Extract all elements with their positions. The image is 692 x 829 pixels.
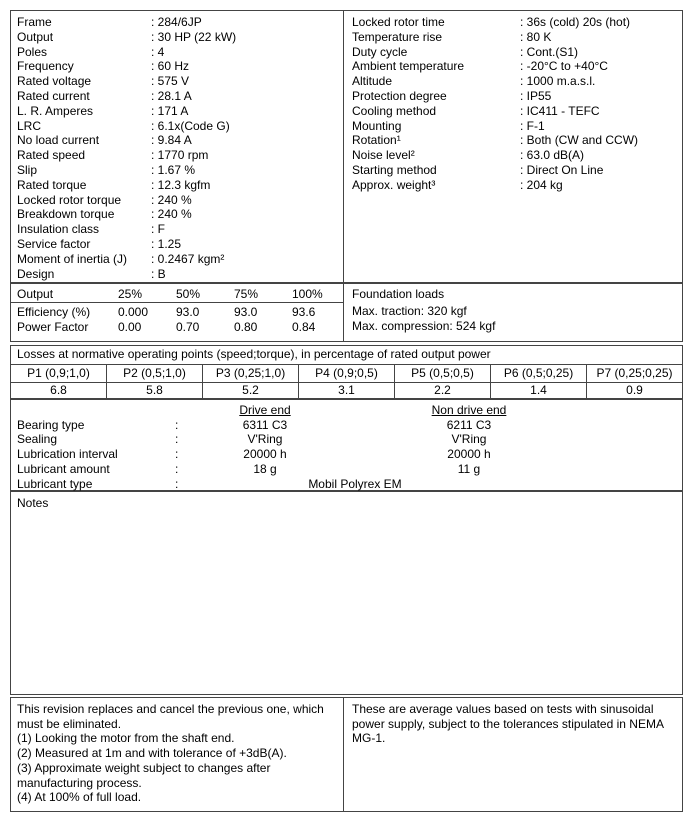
output-cell: 93.0	[176, 305, 200, 319]
spec-label: Rotation¹	[352, 133, 401, 148]
spec-value: : 1770 rpm	[151, 148, 209, 163]
spec-row	[352, 45, 682, 60]
spec-value: : 4	[151, 44, 165, 59]
spec-label: Duty cycle	[352, 44, 408, 59]
bearings-header-row	[17, 403, 682, 418]
bearings-header-spacer	[17, 403, 175, 418]
bearing-row-label: Lubrication interval	[17, 447, 118, 462]
specs-right-column	[344, 11, 682, 282]
spec-value: : 1000 m.a.s.l.	[520, 74, 596, 89]
spec-label: Locked rotor torque	[17, 192, 122, 207]
losses-point-header: P1 (0,9;1,0)	[11, 365, 107, 382]
bearings-col-header-drive-end	[185, 403, 345, 418]
output-cell: 0.84	[292, 319, 316, 334]
spec-label: Approx. weight³	[352, 177, 436, 192]
spec-row	[17, 30, 343, 45]
drive-end-label: Drive end	[239, 403, 291, 417]
spec-value: : 320 kgf	[420, 304, 467, 318]
bearing-row	[17, 462, 682, 477]
losses-title: Losses at normative operating points (speed;torque), in percentage of rated output power	[11, 346, 682, 365]
losses-point-header: P2 (0,5;1,0)	[107, 365, 203, 382]
spec-label: Frame	[17, 15, 52, 29]
spec-label: Noise level²	[352, 148, 415, 163]
spec-row	[352, 104, 682, 119]
output-cell: 0.80	[234, 319, 258, 334]
spec-value: : 204 kg	[520, 177, 563, 192]
bearing-non-drive-end-value: 11 g	[457, 461, 481, 476]
spec-label: Cooling method	[352, 103, 437, 118]
spec-row	[352, 163, 682, 178]
spec-label: Rated torque	[17, 177, 87, 192]
spec-row	[17, 119, 343, 134]
spec-row	[17, 207, 343, 222]
losses-point-value: 6.8	[11, 383, 107, 398]
output-table-rows	[11, 303, 343, 335]
spec-row	[17, 193, 343, 208]
bearing-row	[17, 418, 682, 433]
spec-label: Temperature rise	[352, 29, 443, 44]
foundation-loads	[344, 284, 682, 341]
footer-revision-notes	[11, 698, 344, 811]
spec-value: : 0.2467 kgm²	[151, 251, 225, 266]
losses-point-value: 2.2	[395, 383, 491, 398]
losses-point-value: 5.8	[107, 383, 203, 398]
spec-label: Rated voltage	[17, 74, 92, 89]
spec-value: : F	[151, 222, 165, 237]
losses-point-value: 3.1	[299, 383, 395, 398]
lubricant-type-value: Mobil Polyrex EM	[308, 476, 402, 491]
non-drive-end-label: Non drive end	[431, 403, 507, 417]
bearing-row-label: Lubricant type	[17, 476, 93, 491]
spec-value: : -20°C to +40°C	[520, 59, 608, 74]
bearing-row-colon: :	[175, 461, 179, 476]
spec-label: Mounting	[352, 118, 402, 133]
output-table-header	[11, 284, 343, 303]
spec-value: : Direct On Line	[520, 162, 604, 177]
spec-label: Slip	[17, 162, 38, 177]
losses-point-value: 0.9	[626, 383, 643, 397]
spec-row	[17, 267, 343, 282]
spec-label: Protection degree	[352, 88, 447, 103]
bearing-row-colon: :	[175, 432, 179, 447]
bearings-header-spacer	[175, 403, 185, 418]
spec-value: : B	[151, 266, 166, 281]
spec-label: Max. traction	[352, 304, 421, 318]
spec-value: : F-1	[520, 118, 545, 133]
output-cell: Efficiency (%)	[17, 305, 91, 319]
spec-row	[17, 178, 343, 193]
spec-value: : 80 K	[520, 29, 552, 44]
bearing-span-row	[17, 477, 682, 492]
spec-value: : Cont.(S1)	[520, 44, 579, 59]
bearing-row-label: Bearing type	[17, 417, 85, 432]
output-table	[11, 284, 344, 341]
spec-row	[17, 15, 343, 30]
losses-section	[10, 345, 683, 399]
foundation-row	[352, 304, 682, 319]
output-cell: 93.6	[292, 305, 316, 319]
output-cell: 0.000	[118, 305, 149, 319]
bearing-row-colon: :	[175, 447, 179, 462]
bearing-drive-end-value: 6311 C3	[242, 417, 288, 432]
bearing-row-label: Sealing	[17, 432, 58, 447]
output-row	[17, 305, 343, 320]
spec-label: Output	[17, 29, 54, 44]
output-header-cell: 25%	[118, 287, 143, 301]
bearing-non-drive-end-value: 6211 C3	[446, 417, 492, 432]
spec-value: : 240 %	[151, 192, 192, 207]
spec-label: Altitude	[352, 74, 393, 89]
spec-row	[17, 222, 343, 237]
spec-label: Locked rotor time	[352, 15, 445, 29]
spec-label: Insulation class	[17, 222, 100, 237]
spec-value: : 524 kgf	[449, 318, 496, 333]
spec-label: LRC	[17, 118, 42, 133]
footer-paragraph: (4) At 100% of full load.	[17, 790, 142, 805]
footer-section	[10, 697, 683, 812]
spec-value: : IP55	[520, 88, 552, 103]
performance-section	[10, 283, 683, 342]
losses-point-value: 5.2	[203, 383, 299, 398]
losses-point-header: P5 (0,5;0,5)	[395, 365, 491, 382]
spec-row	[352, 30, 682, 45]
spec-label: Poles	[17, 44, 48, 59]
bearings-col-header-non-drive-end	[345, 403, 593, 418]
spec-value: : 28.1 A	[151, 88, 192, 103]
spec-row	[352, 89, 682, 104]
spec-value: : 1.67 %	[151, 162, 196, 177]
spec-value: : 12.3 kgfm	[151, 177, 211, 192]
foundation-loads-rows	[352, 304, 682, 334]
spec-value: : 6.1x(Code G)	[151, 118, 230, 133]
bearing-row-label: Lubricant amount	[17, 461, 110, 476]
spec-row	[17, 59, 343, 74]
notes-title: Notes	[17, 496, 49, 510]
spec-value: : 240 %	[151, 207, 192, 222]
output-header-cell: 100%	[292, 287, 323, 301]
footer-paragraph: (2) Measured at 1m and with tolerance of +3dB(A).	[17, 746, 287, 761]
spec-value: : 63.0 dB(A)	[520, 148, 585, 163]
spec-row	[352, 59, 682, 74]
spec-row	[352, 148, 682, 163]
spec-value: : 36s (cold) 20s (hot)	[520, 15, 631, 29]
spec-label: Moment of inertia (J)	[17, 251, 128, 266]
output-row	[17, 320, 343, 335]
output-cell: Power Factor	[17, 319, 89, 334]
spec-label: Starting method	[352, 162, 437, 177]
spec-value: : 284/6JP	[151, 15, 202, 29]
spec-label: Rated speed	[17, 148, 86, 163]
spec-row	[352, 74, 682, 89]
spec-label: Frequency	[17, 59, 74, 74]
spec-row	[352, 178, 682, 193]
output-header-cell: Output	[17, 287, 54, 301]
footer-tolerance-note: These are average values based on tests with sinusoidal power supply, subject to the tolerances stipulated in NEMA MG-1.	[352, 702, 664, 746]
foundation-loads-title: Foundation loads	[352, 287, 445, 301]
bearing-row-colon: :	[175, 476, 179, 491]
losses-point-header: P6 (0,5;0,25)	[491, 365, 587, 382]
spec-row	[352, 133, 682, 148]
losses-point-header: P3 (0,25;1,0)	[203, 365, 299, 382]
bearing-non-drive-end-value: V'Ring	[451, 432, 487, 447]
spec-label: Breakdown torque	[17, 207, 115, 222]
bearing-drive-end-value: V'Ring	[247, 432, 283, 447]
notes-section	[10, 491, 683, 695]
output-header-cell: 50%	[176, 287, 201, 301]
spec-label: Max. compression	[352, 318, 450, 333]
spec-label: Rated current	[17, 88, 90, 103]
spec-row	[17, 89, 343, 104]
spec-label: Service factor	[17, 236, 91, 251]
bearing-drive-end-value: 18 g	[253, 461, 277, 476]
specs-left-column	[11, 11, 344, 282]
losses-point-value: 1.4	[491, 383, 587, 398]
spec-row	[17, 133, 343, 148]
spec-value: : Both (CW and CCW)	[520, 133, 639, 148]
output-cell: 0.70	[176, 319, 200, 334]
spec-label: No load current	[17, 133, 100, 148]
losses-point-header: P7 (0,25;0,25)	[596, 366, 673, 380]
spec-label: Design	[17, 266, 55, 281]
spec-row	[17, 148, 343, 163]
spec-value: : 9.84 A	[151, 133, 192, 148]
spec-label: Ambient temperature	[352, 59, 465, 74]
spec-value: : 171 A	[151, 103, 189, 118]
spec-row	[17, 252, 343, 267]
spec-row	[17, 104, 343, 119]
spec-row	[17, 237, 343, 252]
footer-paragraph: This revision replaces and cancel the previous one, which must be eliminated.	[17, 702, 324, 731]
losses-values-row	[11, 383, 682, 398]
spec-row	[352, 119, 682, 134]
spec-row	[17, 45, 343, 60]
spec-value: : 30 HP (22 kW)	[151, 29, 237, 44]
spec-label: L. R. Amperes	[17, 103, 94, 118]
bearing-row	[17, 432, 682, 447]
losses-point-header: P4 (0,9;0,5)	[299, 365, 395, 382]
spec-value: : IC411 - TEFC	[520, 103, 600, 118]
spec-row	[352, 15, 682, 30]
spec-value: : 575 V	[151, 74, 190, 89]
foundation-row	[352, 319, 682, 334]
spec-value: : 60 Hz	[151, 59, 190, 74]
output-header-cell: 75%	[234, 287, 259, 301]
spec-row	[17, 74, 343, 89]
bearing-row-colon: :	[175, 417, 179, 432]
output-cell: 93.0	[234, 305, 258, 319]
spec-value: : 1.25	[151, 236, 182, 251]
bearing-non-drive-end-value: 20000 h	[447, 447, 491, 462]
footer-paragraph: (3) Approximate weight subject to changes after manufacturing process.	[17, 760, 271, 790]
bearing-drive-end-value: 20000 h	[243, 447, 287, 462]
spec-row	[17, 163, 343, 178]
losses-header-row	[11, 365, 682, 383]
bearing-row	[17, 447, 682, 462]
output-cell: 0.00	[118, 319, 142, 334]
footer-paragraph: (1) Looking the motor from the shaft end.	[17, 731, 235, 746]
specs-section	[10, 10, 683, 283]
bearings-section	[10, 399, 683, 491]
